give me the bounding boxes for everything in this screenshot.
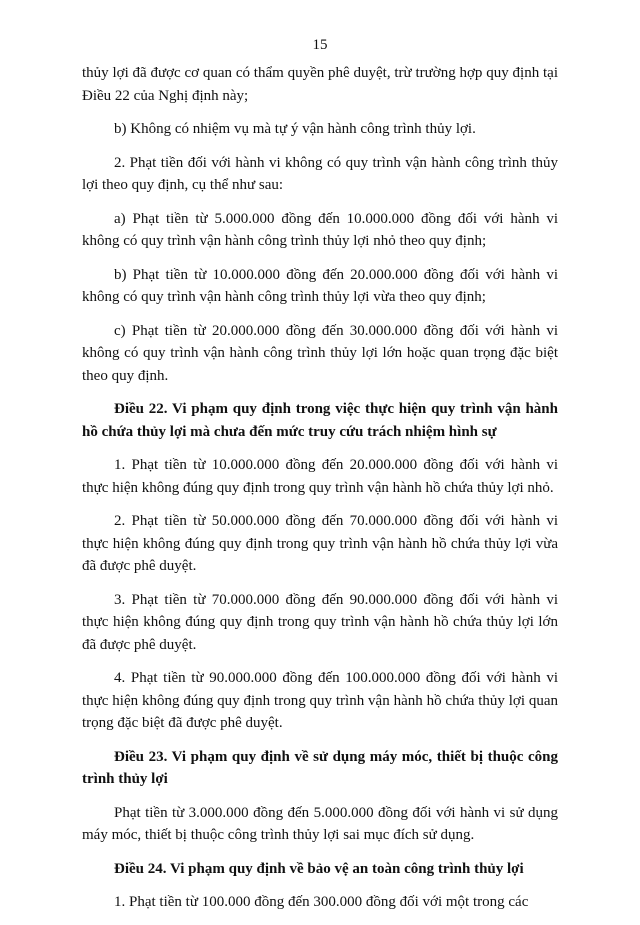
paragraph-clause-1b: b) Không có nhiệm vụ mà tự ý vận hành công trình thủy lợi. [114,121,476,137]
article-24-heading: Điều 24. Vi phạm quy định về bảo vệ an toàn công trình thủy lợi [114,860,524,877]
article-22-clause-2: 2. Phạt tiền từ 50.000.000 đồng đến 70.000.000 đồng đối với hành vi thực hiện không đúng quy định trong quy trình vận hành hồ chứa thủy lợi vừa đã được phê duyệt. [82,513,558,574]
document-body [82,62,558,925]
article-22-clause-1: 1. Phạt tiền từ 10.000.000 đồng đến 20.000.000 đồng đối với hành vi thực hiện không đúng quy định trong quy trình vận hành hồ chứa thủy lợi nhỏ. [82,457,558,496]
page-number: 15 [312,37,328,53]
article-22-heading: Điều 22. Vi phạm quy định trong việc thực hiện quy trình vận hành hồ chứa thủy lợi mà chưa đến mức truy cứu trách nhiệm hình sự [82,401,558,440]
article-24-clause-1: 1. Phạt tiền từ 100.000 đồng đến 300.000 đồng đối với một trong các [114,894,529,910]
paragraph-clause-2b: b) Phạt tiền từ 10.000.000 đồng đến 20.000.000 đồng đối với hành vi không có quy trình vận hành công trình thủy lợi vừa theo quy định; [82,266,558,305]
paragraph-clause-2c: c) Phạt tiền từ 20.000.000 đồng đến 30.000.000 đồng đối với hành vi không có quy trình vận hành công trình thủy lợi lớn hoặc quan trọng đặc biệt theo quy định. [82,322,558,384]
paragraph-clause-2a: a) Phạt tiền từ 5.000.000 đồng đến 10.000.000 đồng đối với hành vi không có quy trình vận hành công trình thủy lợi nhỏ theo quy định; [82,210,558,249]
paragraph-clause-2: 2. Phạt tiền đối với hành vi không có quy trình vận hành công trình thủy lợi theo quy định, cụ thể như sau: [82,154,558,193]
paragraph-continuation: thủy lợi đã được cơ quan có thẩm quyền phê duyệt, trừ trường hợp quy định tại Điều 22 của Nghị định này; [82,65,558,104]
article-23-body: Phạt tiền từ 3.000.000 đồng đến 5.000.000 đồng đối với hành vi sử dụng máy móc, thiết bị thuộc công trình thủy lợi sai mục đích sử dụng. [82,804,558,843]
article-22-clause-4: 4. Phạt tiền từ 90.000.000 đồng đến 100.000.000 đồng đối với hành vi thực hiện không đúng quy định trong quy trình vận hành hồ chứa thủy lợi quan trọng đặc biệt đã được phê duyệt. [82,670,558,731]
article-22-clause-3: 3. Phạt tiền từ 70.000.000 đồng đến 90.000.000 đồng đối với hành vi thực hiện không đúng quy định trong quy trình vận hành hồ chứa thủy lợi lớn đã được phê duyệt. [82,591,558,653]
article-23-heading: Điều 23. Vi phạm quy định về sử dụng máy móc, thiết bị thuộc công trình thủy lợi [82,748,558,787]
